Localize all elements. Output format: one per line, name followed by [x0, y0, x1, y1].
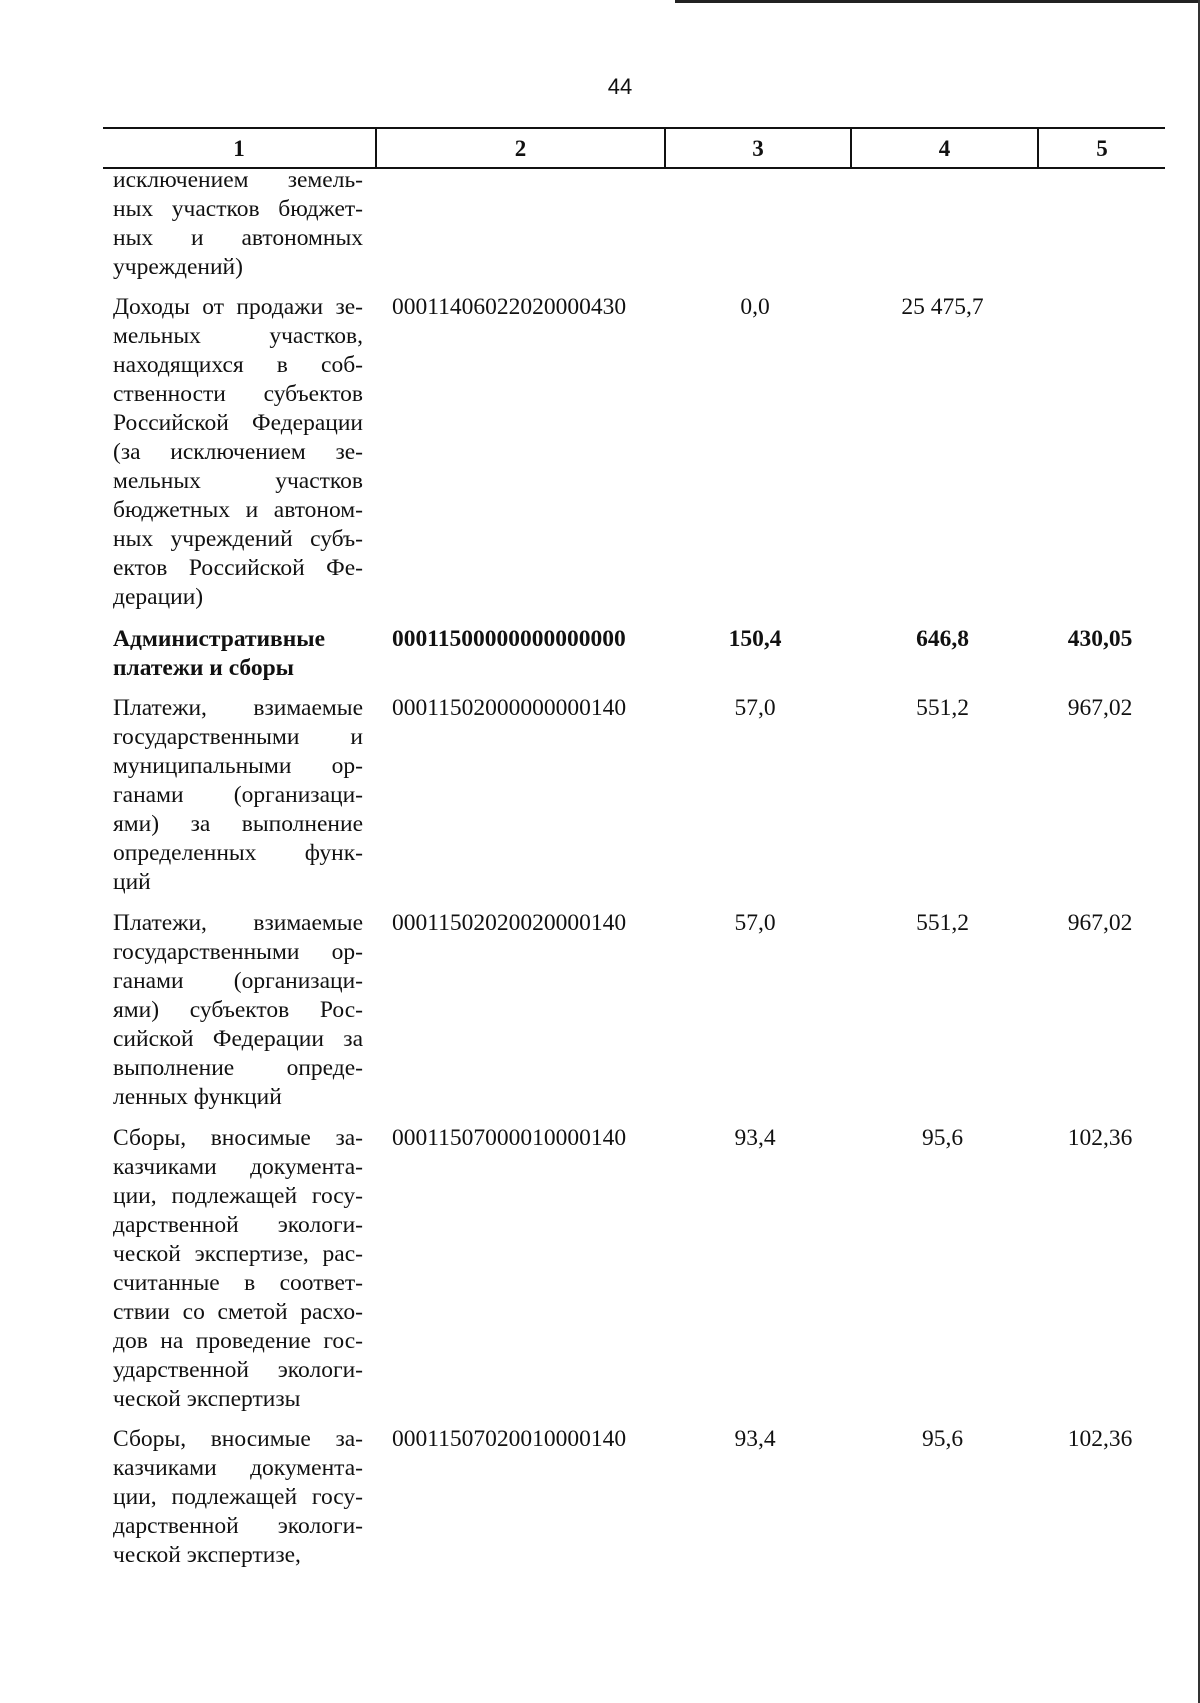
scan-edge-top [675, 0, 1200, 3]
description-line: ленных функций [113, 1084, 282, 1110]
description-line: ствии со сметой расхо- [113, 1299, 363, 1325]
description-line: (за исключением зе- [113, 439, 363, 465]
row-value-col4: 551,2 [916, 910, 969, 936]
description-line: дерации) [113, 584, 204, 610]
description-line: ческой экспертизы [113, 1386, 301, 1412]
description-line: исключением земель- [113, 167, 363, 193]
description-line: сийской Федерации за [113, 1026, 363, 1052]
description-line: ческой экспертизе, рас- [113, 1241, 363, 1267]
row-value-col4: 25 475,7 [901, 294, 984, 320]
description-line: ударственной экологи- [113, 1357, 363, 1383]
row-value-col3: 0,0 [740, 294, 770, 320]
description-line: казчиками документа- [113, 1455, 363, 1481]
row-description [113, 909, 363, 1112]
description-line: находящихся в соб- [113, 352, 363, 378]
description-line: ганами (организаци- [113, 782, 363, 808]
description-line: ганами (организаци- [113, 968, 363, 994]
description-line: дарственной экологи- [113, 1212, 363, 1238]
description-line: Платежи, взимаемые [113, 695, 363, 721]
row-value-col5: 430,05 [1067, 626, 1133, 652]
description-line: Платежи, взимаемые [113, 910, 363, 936]
description-line: дарственной экологи- [113, 1513, 363, 1539]
description-line: определенных функ- [113, 840, 363, 866]
row-value-col5: 102,36 [1067, 1426, 1133, 1452]
row-description [113, 1124, 363, 1414]
description-line: ных участков бюджет- [113, 196, 363, 222]
description-line: ных и автономных [113, 225, 363, 251]
row-value-col3: 57,0 [734, 695, 776, 721]
description-line: ями) за выполнение [113, 811, 363, 837]
description-line: ческой экспертизе, [113, 1542, 301, 1568]
row-value-col3: 93,4 [734, 1125, 776, 1151]
row-description [113, 1425, 363, 1570]
row-value-col4: 95,6 [921, 1426, 964, 1452]
row-description [113, 694, 363, 897]
row-description [113, 293, 363, 612]
description-line: мельных участков [113, 468, 363, 494]
description-line: считанные в соответ- [113, 1270, 363, 1296]
header-col-2: 2 [514, 136, 527, 161]
row-value-col3: 150,4 [728, 626, 782, 652]
header-col-4: 4 [938, 136, 951, 161]
row-value-col5: 967,02 [1067, 910, 1133, 936]
description-line: дов на проведение гос- [113, 1328, 363, 1354]
description-line: Сборы, вносимые за- [113, 1426, 363, 1452]
row-code: 00011500000000000000 [392, 626, 626, 652]
description-line: Российской Федерации [113, 410, 363, 436]
description-line: Доходы от продажи зе- [113, 294, 363, 320]
description-line: ции, подлежащей госу- [113, 1484, 363, 1510]
row-value-col5: 967,02 [1067, 695, 1133, 721]
description-line: государственными ор- [113, 939, 363, 965]
row-description [113, 166, 363, 282]
row-value-col3: 57,0 [734, 910, 776, 936]
row-code: 00011502020020000140 [392, 910, 627, 936]
header-col-5: 5 [1096, 136, 1108, 161]
header-col-1: 1 [233, 136, 245, 161]
row-value-col4: 95,6 [921, 1125, 964, 1151]
description-line: муниципальными ор- [113, 753, 363, 779]
page-number: 44 [607, 74, 633, 99]
description-line: ектов Российской Фе- [113, 555, 363, 581]
description-line: Сборы, вносимые за- [113, 1125, 363, 1151]
row-code: 00011406022020000430 [392, 294, 627, 320]
description-line: учреждений) [113, 254, 243, 280]
header-col-3: 3 [752, 136, 764, 161]
row-code: 00011502000000000140 [392, 695, 627, 721]
row-value-col4: 551,2 [916, 695, 969, 721]
description-line: платежи и сборы [113, 655, 295, 681]
description-line: ции, подлежащей госу- [113, 1183, 363, 1209]
row-value-col3: 93,4 [734, 1426, 776, 1452]
description-line: ями) субъектов Рос- [113, 997, 363, 1023]
description-line: ций [113, 869, 151, 895]
description-line: бюджетных и автоном- [113, 497, 363, 523]
description-line: выполнение опреде- [113, 1055, 363, 1081]
description-line: ных учреждений субъ- [113, 526, 363, 552]
row-description [113, 625, 363, 683]
row-code: 00011507000010000140 [392, 1125, 627, 1151]
description-line: ственности субъектов [113, 381, 363, 407]
row-value-col4: 646,8 [916, 626, 969, 652]
description-line: мельных участков, [113, 323, 363, 349]
description-line: Административные [113, 626, 326, 652]
row-code: 00011507020010000140 [392, 1426, 627, 1452]
table-header [103, 127, 1165, 169]
description-line: казчиками документа- [113, 1154, 363, 1180]
row-value-col5: 102,36 [1067, 1125, 1133, 1151]
description-line: государственными и [113, 724, 363, 750]
